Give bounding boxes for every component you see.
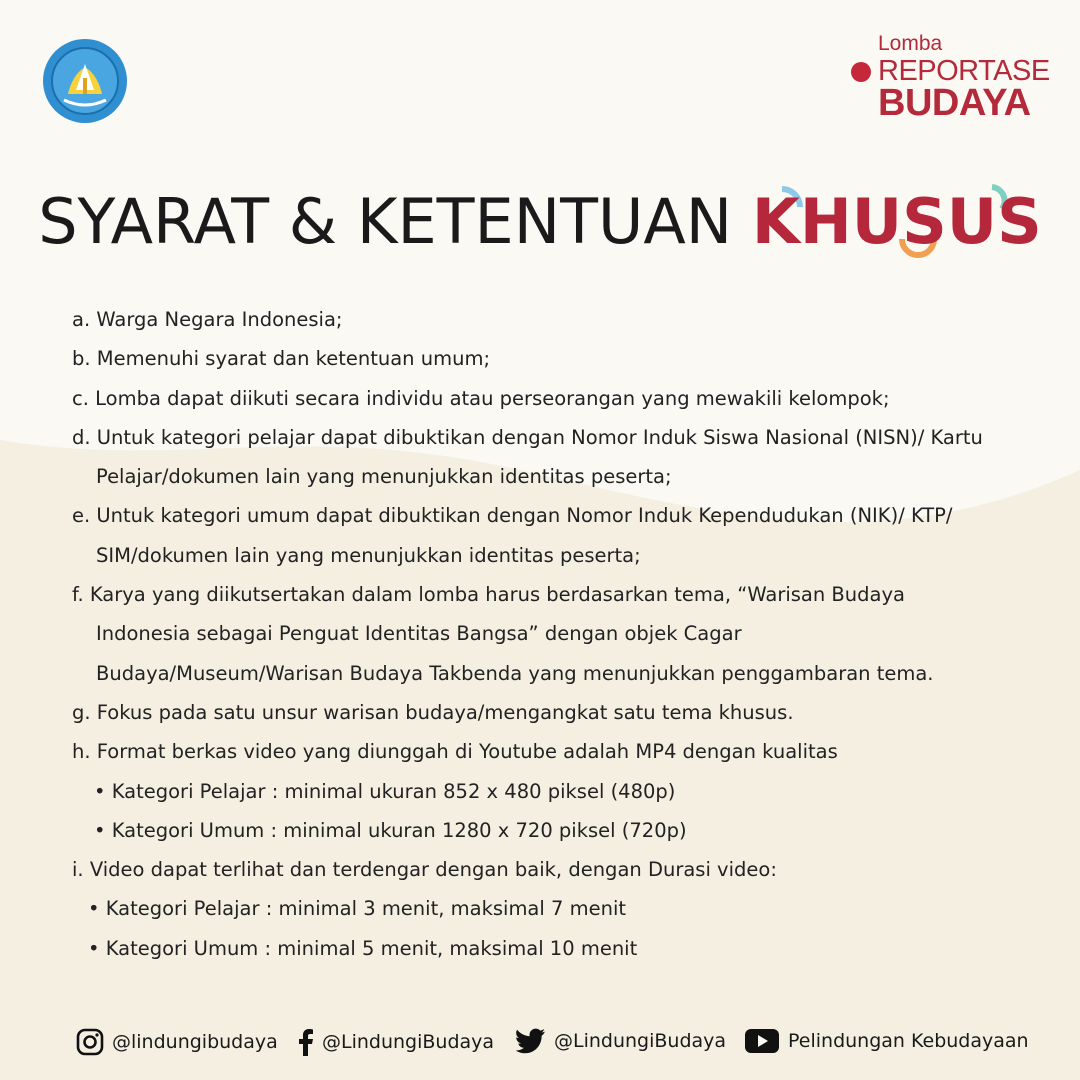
brand-line-lomba: Lomba (878, 32, 943, 55)
youtube-handle[interactable] (744, 1028, 1029, 1054)
page-title (0, 185, 1080, 258)
list-item: h. Format berkas video yang diunggah di Youtube adalah MP4 dengan kualitas (72, 740, 838, 764)
list-item: e. Untuk kategori umum dapat dibuktikan dengan Nomor Induk Kependudukan (NIK)/ KTP/ (72, 504, 953, 528)
sub-list-item: • Kategori Pelajar : minimal ukuran 852 x 480 piksel (480p) (94, 779, 676, 803)
social-footer (0, 1020, 1080, 1064)
facebook-handle[interactable] (298, 1028, 494, 1056)
sub-list-item: • Kategori Umum : minimal ukuran 1280 x 720 piksel (720p) (94, 818, 687, 842)
list-item: i. Video dapat terlihat dan terdengar dengan baik, dengan Durasi video: (72, 858, 777, 882)
brand-line-budaya: BUDAYA (878, 82, 1031, 124)
list-item: g. Fokus pada satu unsur warisan budaya/mengangkat satu tema khusus. (72, 700, 794, 724)
list-item-continuation: Pelajar/dokumen lain yang menunjukkan identitas peserta; (96, 465, 672, 489)
list-item: d. Untuk kategori pelajar dapat dibuktikan dengan Nomor Induk Siswa Nasional (NISN)/ Kartu (72, 425, 983, 449)
list-item: b. Memenuhi syarat dan ketentuan umum; (72, 347, 491, 371)
instagram-handle[interactable] (76, 1028, 278, 1056)
brand-dot (851, 62, 871, 82)
lomba-reportase-budaya-logo (840, 32, 1050, 124)
list-item: a. Warga Negara Indonesia; (72, 308, 343, 331)
brand-line-reportase: REPORTASE (878, 55, 1050, 87)
title-accent: KHUSUS (751, 185, 1042, 258)
youtube-label: Pelindungan Kebudayaan (788, 1030, 1029, 1052)
facebook-icon (298, 1028, 314, 1056)
sub-list-item: • Kategori Umum : minimal 5 menit, maksimal 10 menit (88, 936, 638, 960)
twitter-icon (516, 1028, 546, 1054)
instagram-icon (76, 1028, 104, 1056)
list-item: c. Lomba dapat diikuti secara individu atau perseorangan yang mewakili kelompok; (72, 386, 890, 410)
list-item-continuation: SIM/dokumen lain yang menunjukkan identitas peserta; (96, 543, 641, 567)
twitter-label: @LindungiBudaya (554, 1030, 727, 1052)
requirements-list (72, 300, 1032, 968)
list-item: f. Karya yang diikutsertakan dalam lomba harus berdasarkan tema, “Warisan Budaya (72, 583, 905, 607)
youtube-icon (744, 1028, 780, 1054)
instagram-label: @lindungibudaya (112, 1031, 278, 1053)
twitter-handle[interactable] (516, 1028, 726, 1054)
title-main: SYARAT & KETENTUAN (38, 185, 733, 258)
list-item-continuation: Budaya/Museum/Warisan Budaya Takbenda yang menunjukkan penggambaran tema. (96, 661, 934, 685)
tut-wuri-handayani-logo (42, 38, 128, 124)
sub-list-item: • Kategori Pelajar : minimal 3 menit, maksimal 7 menit (88, 897, 627, 921)
list-item-continuation: Indonesia sebagai Penguat Identitas Bangsa” dengan objek Cagar (96, 622, 742, 646)
facebook-label: @LindungiBudaya (322, 1031, 495, 1053)
